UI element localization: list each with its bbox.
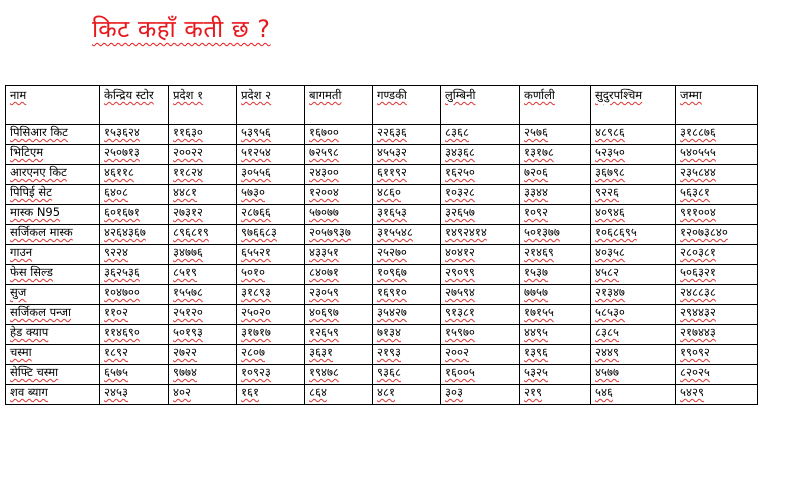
value-cell: २९४४३२ — [676, 305, 758, 325]
value-cell: २४३०० — [305, 165, 373, 185]
value-cell: २३०५९ — [305, 285, 373, 305]
value-cell: २५०७१३ — [100, 145, 169, 165]
value-cell: १२०७३८४० — [676, 225, 758, 245]
value-cell: ५०१९३ — [169, 325, 237, 345]
value-cell: ५८५३० — [591, 305, 676, 325]
value-cell: ३१८८७६ — [676, 125, 758, 145]
value-cell: ५३९५६ — [237, 125, 305, 145]
value-cell: ७२०६ — [520, 165, 591, 185]
row-label-cell: मास्क N95 — [6, 205, 100, 225]
value-cell: २१४६९ — [520, 245, 591, 265]
value-cell: ९३६८ — [373, 365, 441, 385]
value-cell: १५३७ — [520, 265, 591, 285]
value-cell: ५४२९ — [676, 385, 758, 405]
value-cell: २१७४४३ — [676, 325, 758, 345]
value-cell: ८३८५ — [591, 325, 676, 345]
value-cell: ४४८१ — [169, 185, 237, 205]
value-cell: १५३६२४ — [100, 125, 169, 145]
value-cell: ४०३५८ — [591, 245, 676, 265]
value-cell: ७७५७ — [520, 285, 591, 305]
row-label-cell: सर्जिकल मास्क — [6, 225, 100, 245]
value-cell: ३५४२७ — [373, 305, 441, 325]
value-cell: १६१ — [237, 385, 305, 405]
header-cell: केन्द्रिय स्टोर — [100, 86, 169, 125]
value-cell: २१३४७ — [591, 285, 676, 305]
value-cell: ११०२ — [100, 305, 169, 325]
value-cell: २५०२० — [237, 305, 305, 325]
value-cell: ४०२ — [169, 385, 237, 405]
table-row — [6, 245, 758, 265]
value-cell: ५७३० — [237, 185, 305, 205]
value-cell: ३६२५३६ — [100, 265, 169, 285]
row-label-cell: पिपिई सेट — [6, 185, 100, 205]
value-cell: ६११९२ — [373, 165, 441, 185]
table-row — [6, 265, 758, 285]
kit-distribution-table — [5, 85, 758, 405]
value-cell: ४०९४६ — [591, 205, 676, 225]
value-cell: ३४३६८ — [441, 145, 520, 165]
value-cell: १०६८६९५ — [591, 225, 676, 245]
table-row — [6, 125, 758, 145]
value-cell: २५१२० — [169, 305, 237, 325]
value-cell: १६००५ — [441, 365, 520, 385]
row-label-cell: आरएनए किट — [6, 165, 100, 185]
value-cell: ५०६३२१ — [676, 265, 758, 285]
value-cell: २५२७० — [373, 245, 441, 265]
row-label-cell: गाउन — [6, 245, 100, 265]
value-cell: २४४९ — [591, 345, 676, 365]
value-cell: ३०५५६ — [237, 165, 305, 185]
value-cell: १२६५९ — [305, 325, 373, 345]
value-cell: २००२२ — [169, 145, 237, 165]
value-cell: ३६३१ — [305, 345, 373, 365]
table-row — [6, 205, 758, 225]
value-cell: १६९१० — [373, 285, 441, 305]
table-row — [6, 185, 758, 205]
value-cell: २४५३ — [100, 385, 169, 405]
value-cell: ११८२४ — [169, 165, 237, 185]
value-cell: ६५७५ — [100, 365, 169, 385]
value-cell: ९२२६ — [591, 185, 676, 205]
value-cell: ४५८२ — [591, 265, 676, 285]
value-cell: १६७०० — [305, 125, 373, 145]
value-cell: १५९७० — [441, 325, 520, 345]
value-cell: १२००४ — [305, 185, 373, 205]
header-cell: कर्णाली — [520, 86, 591, 125]
value-cell: ३२६५७ — [441, 205, 520, 225]
row-label-cell: फेस सिल्ड — [6, 265, 100, 285]
value-cell: ३१८९३ — [237, 285, 305, 305]
value-cell: २०५७९३७ — [305, 225, 373, 245]
value-cell: ३१५५४८ — [373, 225, 441, 245]
value-cell: ४८९८६ — [591, 125, 676, 145]
value-cell: ८२०२५ — [676, 365, 758, 385]
value-cell: १९०९२ — [676, 345, 758, 365]
table-row — [6, 345, 758, 365]
value-cell: ५२३५० — [591, 145, 676, 165]
value-cell: ५१२५४ — [237, 145, 305, 165]
value-cell: २१९३ — [373, 345, 441, 365]
table-row — [6, 285, 758, 305]
value-cell: १३१७८ — [520, 145, 591, 165]
value-cell: २८०३८१ — [676, 245, 758, 265]
row-label-cell: पिसिआर किट — [6, 125, 100, 145]
value-cell: ४५५३२ — [373, 145, 441, 165]
value-cell: ४५७७ — [591, 365, 676, 385]
value-cell: २९०९९ — [441, 265, 520, 285]
table-row — [6, 305, 758, 325]
value-cell: ४०४१२ — [441, 245, 520, 265]
row-label-cell: हेड क्याप — [6, 325, 100, 345]
value-cell: १७१५५ — [520, 305, 591, 325]
value-cell: ५४०५५५ — [676, 145, 758, 165]
row-label-cell: भिटिएम — [6, 145, 100, 165]
value-cell: २४८८३८ — [676, 285, 758, 305]
value-cell: ९७७४ — [169, 365, 237, 385]
value-cell: ६४०८ — [100, 185, 169, 205]
value-cell: ३०३ — [441, 385, 520, 405]
value-cell: १३९६ — [520, 345, 591, 365]
value-cell: ८५१९ — [169, 265, 237, 285]
value-cell: १०९२३ — [237, 365, 305, 385]
value-cell: २००२ — [441, 345, 520, 365]
header-cell: नाम — [6, 86, 100, 125]
table-header-row — [6, 86, 758, 125]
value-cell: ५७०७७ — [305, 205, 373, 225]
value-cell: ९१३८१ — [441, 305, 520, 325]
table-row — [6, 165, 758, 185]
row-label-cell: सुज — [6, 285, 100, 305]
value-cell: ५०१० — [237, 265, 305, 285]
value-cell: ३४७७६ — [169, 245, 237, 265]
value-cell: ९२२४ — [100, 245, 169, 265]
value-cell: २३५८४४ — [676, 165, 758, 185]
value-cell: १०३२८ — [441, 185, 520, 205]
header-cell: सुदुरपश्चिम — [591, 86, 676, 125]
value-cell: १०९६७ — [373, 265, 441, 285]
value-cell: ५३२५ — [520, 365, 591, 385]
value-cell: ८९६८१९ — [169, 225, 237, 245]
table-row — [6, 145, 758, 165]
value-cell: १५५७८ — [169, 285, 237, 305]
table-row — [6, 325, 758, 345]
value-cell: १४९२४१४ — [441, 225, 520, 245]
value-cell: ८३६८ — [441, 125, 520, 145]
value-cell: १८९२ — [100, 345, 169, 365]
value-cell: ८४०७१ — [305, 265, 373, 285]
value-cell: १९४७८ — [305, 365, 373, 385]
value-cell: २७३१२ — [169, 205, 237, 225]
table-row — [6, 365, 758, 385]
header-cell: प्रदेश २ — [237, 86, 305, 125]
row-label-cell: सर्जिकल पन्जा — [6, 305, 100, 325]
value-cell: २५७६ — [520, 125, 591, 145]
value-cell: ४४९५ — [520, 325, 591, 345]
value-cell: ९७६६८३ — [237, 225, 305, 245]
value-cell: ३१६५३ — [373, 205, 441, 225]
value-cell: २२६३६ — [373, 125, 441, 145]
value-cell: २८०७ — [237, 345, 305, 365]
value-cell: ५६३८१ — [676, 185, 758, 205]
value-cell: ४८१ — [373, 385, 441, 405]
header-cell: जम्मा — [676, 86, 758, 125]
value-cell: ५०१३७७ — [520, 225, 591, 245]
value-cell: १६२५० — [441, 165, 520, 185]
value-cell: ६५५२१ — [237, 245, 305, 265]
value-cell: ४८६० — [373, 185, 441, 205]
page-title: किट कहाँ कती छ ? — [92, 15, 271, 43]
header-cell: बागमती — [305, 86, 373, 125]
table-row — [6, 225, 758, 245]
value-cell: ३३४४ — [520, 185, 591, 205]
value-cell: ९११००४ — [676, 205, 758, 225]
value-cell: ५४६ — [591, 385, 676, 405]
value-cell: ६०१६७१ — [100, 205, 169, 225]
value-cell: २८७६६ — [237, 205, 305, 225]
header-cell: गण्डकी — [373, 86, 441, 125]
value-cell: ४३३५१ — [305, 245, 373, 265]
value-cell: २७५९४ — [441, 285, 520, 305]
value-cell: ३१७१७ — [237, 325, 305, 345]
value-cell: १०९२ — [520, 205, 591, 225]
value-cell: २७२२ — [169, 345, 237, 365]
header-cell: प्रदेश १ — [169, 86, 237, 125]
value-cell: ४२६४३६७ — [100, 225, 169, 245]
value-cell: ११४६९० — [100, 325, 169, 345]
row-label-cell: सेफ्टि चस्मा — [6, 365, 100, 385]
value-cell: ११६३० — [169, 125, 237, 145]
row-label-cell: शव ब्याग — [6, 385, 100, 405]
value-cell: ४०६९७ — [305, 305, 373, 325]
value-cell: ७२५९८ — [305, 145, 373, 165]
value-cell: १०४७०० — [100, 285, 169, 305]
value-cell: २१९ — [520, 385, 591, 405]
value-cell: ४६११८ — [100, 165, 169, 185]
row-label-cell: चस्मा — [6, 345, 100, 365]
table-body — [6, 86, 758, 405]
header-cell: लुम्बिनी — [441, 86, 520, 125]
table-row — [6, 385, 758, 405]
value-cell: ७१३४ — [373, 325, 441, 345]
value-cell: ८६४ — [305, 385, 373, 405]
value-cell: ३६७९८ — [591, 165, 676, 185]
